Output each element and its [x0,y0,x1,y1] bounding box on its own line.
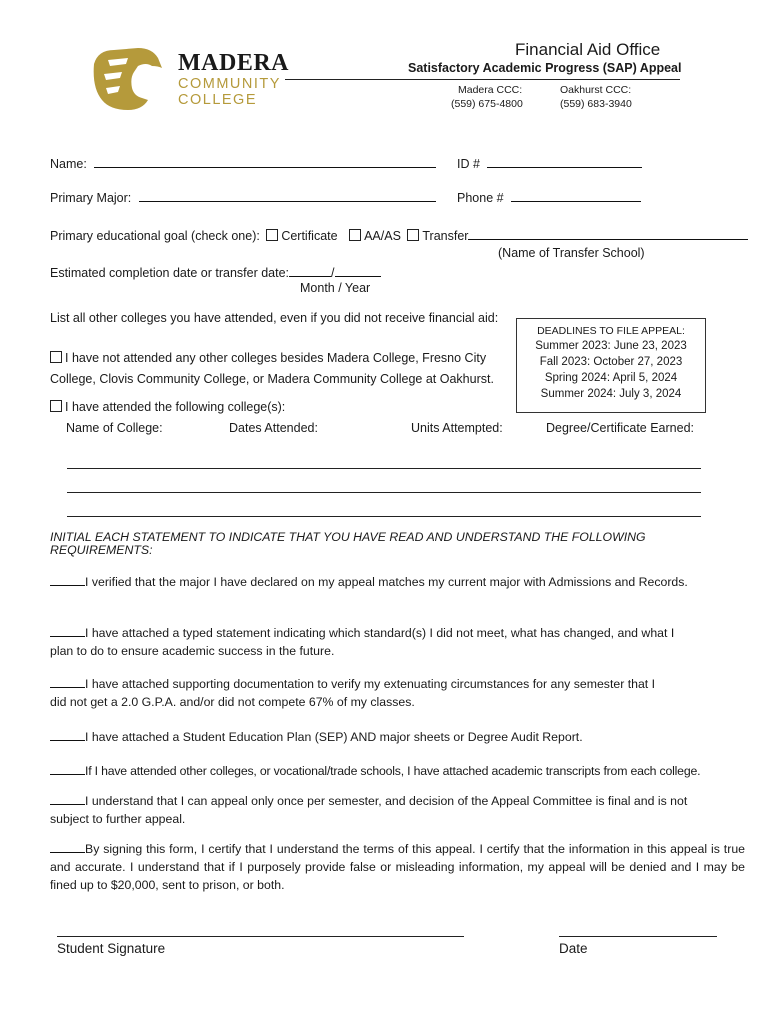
mountain-lion-emblem [88,44,168,114]
statement-item [50,675,670,711]
initials-blank[interactable] [50,624,85,637]
initials-blank[interactable] [50,728,85,741]
completion-label: Estimated completion date or transfer date: [50,266,290,280]
deadline-item: Summer 2023: June 23, 2023 [535,340,687,352]
not-attended-checkbox[interactable] [50,351,62,363]
statement-text: I have attached supporting documentation to verify my extenuating circumstances for any semester that I did not get a 2.0 G.P.A. and/or did not compete 67% of my classes. [50,677,656,709]
phone-row [457,188,641,205]
statement-item [50,728,745,746]
name-field[interactable] [94,154,436,168]
major-field[interactable] [139,188,436,202]
statement-item [50,624,690,660]
college-logo [88,44,288,116]
id-row [457,154,642,171]
date-label: Date [559,941,588,956]
attended-label: I have attended the following college(s): [65,400,286,414]
student-signature-label: Student Signature [57,941,166,956]
statement-item [50,840,745,894]
col-header-name: Name of College: [66,421,163,435]
initials-blank[interactable] [50,840,85,853]
statement-text: I have attached a typed statement indicating which standard(s) I did not meet, what has changed, and what I plan to do to ensure academic success in the future. [50,626,675,658]
aa-as-checkbox[interactable] [349,229,361,241]
name-row [50,154,436,171]
header-rule [285,79,680,80]
initials-blank[interactable] [50,573,85,586]
colleges-list-label: List all other colleges you have attended, even if you did not receive financial aid: [50,311,499,325]
deadline-item: Spring 2024: April 5, 2024 [544,372,678,384]
completion-year-field[interactable] [335,263,381,277]
oakhurst-phone-label: Oakhurst CCC: [560,84,632,96]
statement-text: I understand that I can appeal only once per semester, and decision of the Appeal Committee is final and is not subject to further appeal. [50,794,688,826]
transfer-checkbox[interactable] [407,229,419,241]
attended-row [50,400,285,414]
month-year-caption: Month / Year [300,281,371,295]
deadlines-title: DEADLINES TO FILE APPEAL: [537,325,685,337]
col-header-units: Units Attempted: [411,421,503,435]
major-label: Primary Major: [50,191,132,205]
not-attended-text-line2: College, Clovis Community College, or Madera Community College at Oakhurst. [50,372,494,386]
transfer-school-caption: (Name of Transfer School) [498,246,645,260]
goal-row [50,226,748,243]
deadline-item: Summer 2024: July 3, 2024 [540,388,682,400]
not-attended-row [50,351,486,365]
completion-row [50,263,381,280]
statement-item [50,573,745,591]
date-line[interactable] [559,936,717,937]
deadlines-box [516,318,706,413]
initials-blank[interactable] [50,762,85,775]
logo-line-college: COLLEGE [178,92,257,108]
college-entry-line[interactable] [67,492,701,493]
major-row [50,188,436,205]
deadline-item: Fall 2023: October 27, 2023 [539,356,683,368]
phone-field[interactable] [511,188,641,202]
statement-text: I have attached a Student Education Plan (SEP) AND major sheets or Degree Audit Report. [85,730,583,744]
name-label: Name: [50,157,87,171]
goal-label: Primary educational goal (check one): [50,229,260,243]
madera-phone: (559) 675-4800 [451,98,523,110]
initials-blank[interactable] [50,675,85,688]
student-signature-line[interactable] [57,936,464,937]
phone-label: Phone # [457,191,504,205]
initials-blank[interactable] [50,792,85,805]
attended-checkbox[interactable] [50,400,62,412]
statement-text: By signing this form, I certify that I understand the terms of this appeal. I certify that the information in this appeal is true and accurate. I understand that if I purposely provide false or misleading information, my appeal will be denied and I may be fined up to $20,000, sent to prison, or both. [50,842,745,892]
certificate-checkbox[interactable] [266,229,278,241]
aa-as-option-label: AA/AS [364,229,401,243]
madera-phone-label: Madera CCC: [458,84,523,96]
col-header-degree: Degree/Certificate Earned: [546,421,694,435]
statement-text: If I have attended other colleges, or vocational/trade schools, I have attached academic transcripts from each college. [85,764,701,778]
college-entry-line[interactable] [67,516,701,517]
not-attended-text-line1: I have not attended any other colleges besides Madera College, Fresno City [65,351,487,365]
statement-text: I verified that the major I have declared on my appeal matches my current major with Admissions and Records. [85,575,688,589]
completion-month-field[interactable] [289,263,331,277]
office-title: Financial Aid Office [515,40,661,59]
certificate-option-label: Certificate [281,229,338,243]
initials-heading: INITIAL EACH STATEMENT TO INDICATE THAT YOU HAVE READ AND UNDERSTAND THE FOLLOWING REQUIREMENTS: [50,530,646,557]
logo-line-madera: MADERA [178,50,289,76]
form-title: Satisfactory Academic Progress (SAP) Appeal [408,61,682,75]
college-entry-line[interactable] [67,468,701,469]
oakhurst-phone: (559) 683-3940 [560,98,632,110]
statement-item [50,762,750,780]
col-header-dates: Dates Attended: [229,421,318,435]
statement-item [50,792,695,828]
completion-slash: / [331,266,335,280]
id-label: ID # [457,157,480,171]
id-field[interactable] [487,154,642,168]
logo-line-community: COMMUNITY [178,76,281,92]
transfer-option-label: Transfer [422,229,469,243]
transfer-school-field[interactable] [468,226,748,240]
